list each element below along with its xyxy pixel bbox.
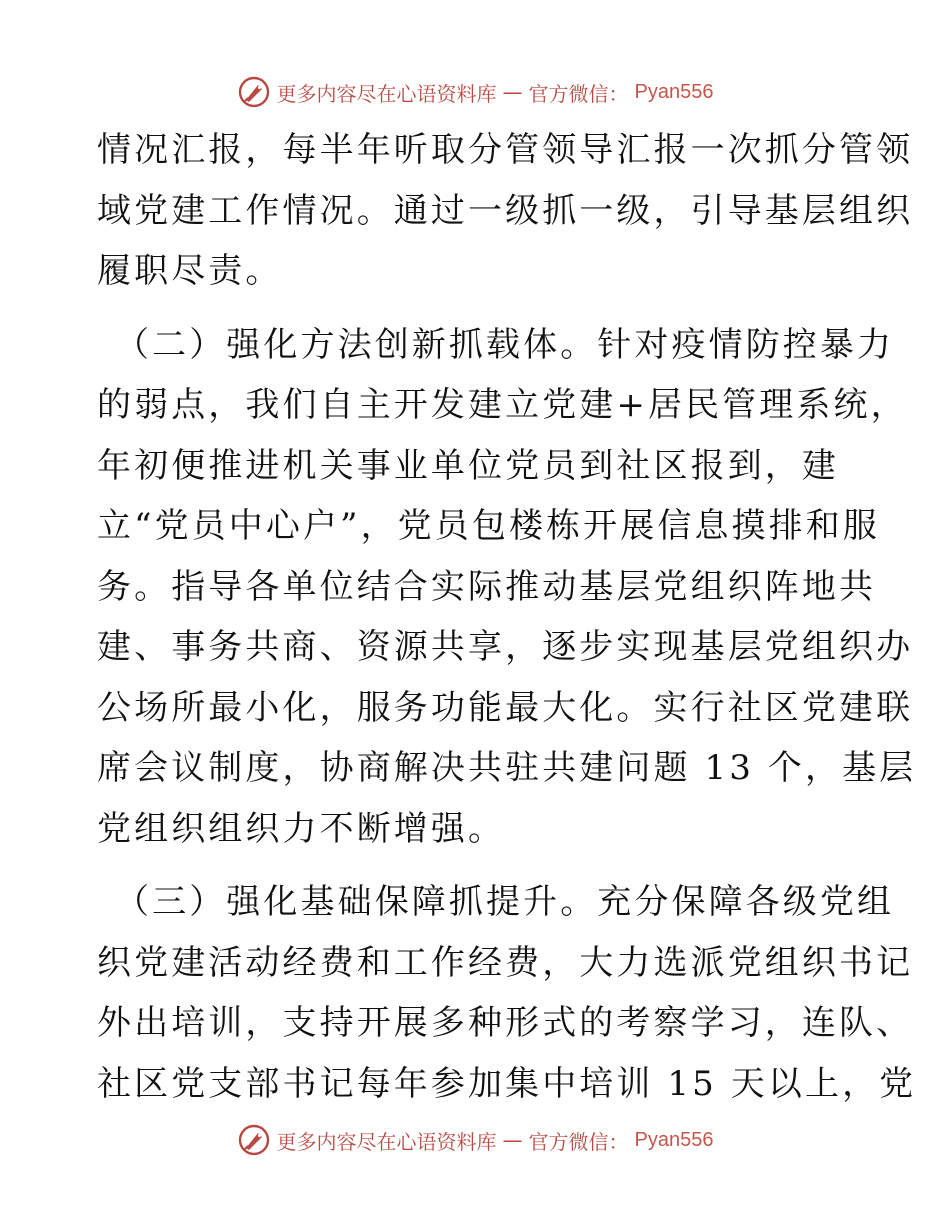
text-line: 织党建活动经费和工作经费，大力选派党组织书记 — [97, 942, 914, 983]
banner-separator: — — [502, 80, 523, 104]
banner-wechat-id: Pyan556 — [634, 80, 714, 103]
text-line: 务。指导各单位结合实际推动基层党组织阵地共 — [97, 566, 877, 607]
header-banner — [0, 72, 950, 112]
pen-nib-seal-icon — [237, 1123, 271, 1157]
text-line: 的弱点，我们自主开发建立党建+居民管理系统， — [97, 385, 908, 425]
text-line: 情况汇报，每半年听取分管领导汇报一次抓分管领 — [97, 130, 914, 170]
paragraph-2 — [97, 315, 917, 860]
banner-wechat-label: 官方微信： — [528, 81, 629, 106]
pen-nib-seal-icon — [237, 75, 271, 109]
paragraph-1 — [97, 120, 914, 302]
text-line: 公场所最小化，服务功能最大化。实行社区党建联 — [97, 687, 914, 728]
banner-wechat-label: 官方微信： — [528, 1129, 629, 1154]
text-line: 党组织组织力不断增强。 — [97, 808, 506, 849]
text-line: 立“党员中心户”，党员包楼栋开展信息摸排和服 — [97, 506, 880, 546]
text-line: 社区党支部书记每年参加集中培训 15 天以上，党 — [97, 1063, 917, 1104]
text-line: 域党建工作情况。通过一级抓一级，引导基层组织 — [97, 190, 914, 231]
text-line: 外出培训，支持开展多种形式的考察学习，连队、 — [97, 1003, 914, 1043]
banner-wechat-id: Pyan556 — [634, 1128, 714, 1151]
text-line: 年初便推进机关事业单位党员到社区报到，建 — [97, 445, 839, 486]
section-heading-line: （三）强化基础保障抓提升。充分保障各级党组 — [115, 882, 895, 922]
document-body — [97, 120, 917, 1114]
text-line: 建、事务共商、资源共享，逐步实现基层党组织办 — [97, 627, 914, 667]
banner-separator: — — [502, 1128, 523, 1152]
banner-text: 更多内容尽在心语资料库 — [276, 81, 497, 106]
banner-text: 更多内容尽在心语资料库 — [276, 1129, 497, 1154]
text-line: 履职尽责。 — [97, 251, 283, 291]
paragraph-3 — [97, 872, 917, 1114]
footer-banner — [0, 1120, 950, 1160]
section-heading-line: （二）强化方法创新抓载体。针对疫情防控暴力 — [115, 324, 895, 365]
text-line: 席会议制度，协商解决共驻共建问题 13 个，基层 — [97, 748, 917, 788]
